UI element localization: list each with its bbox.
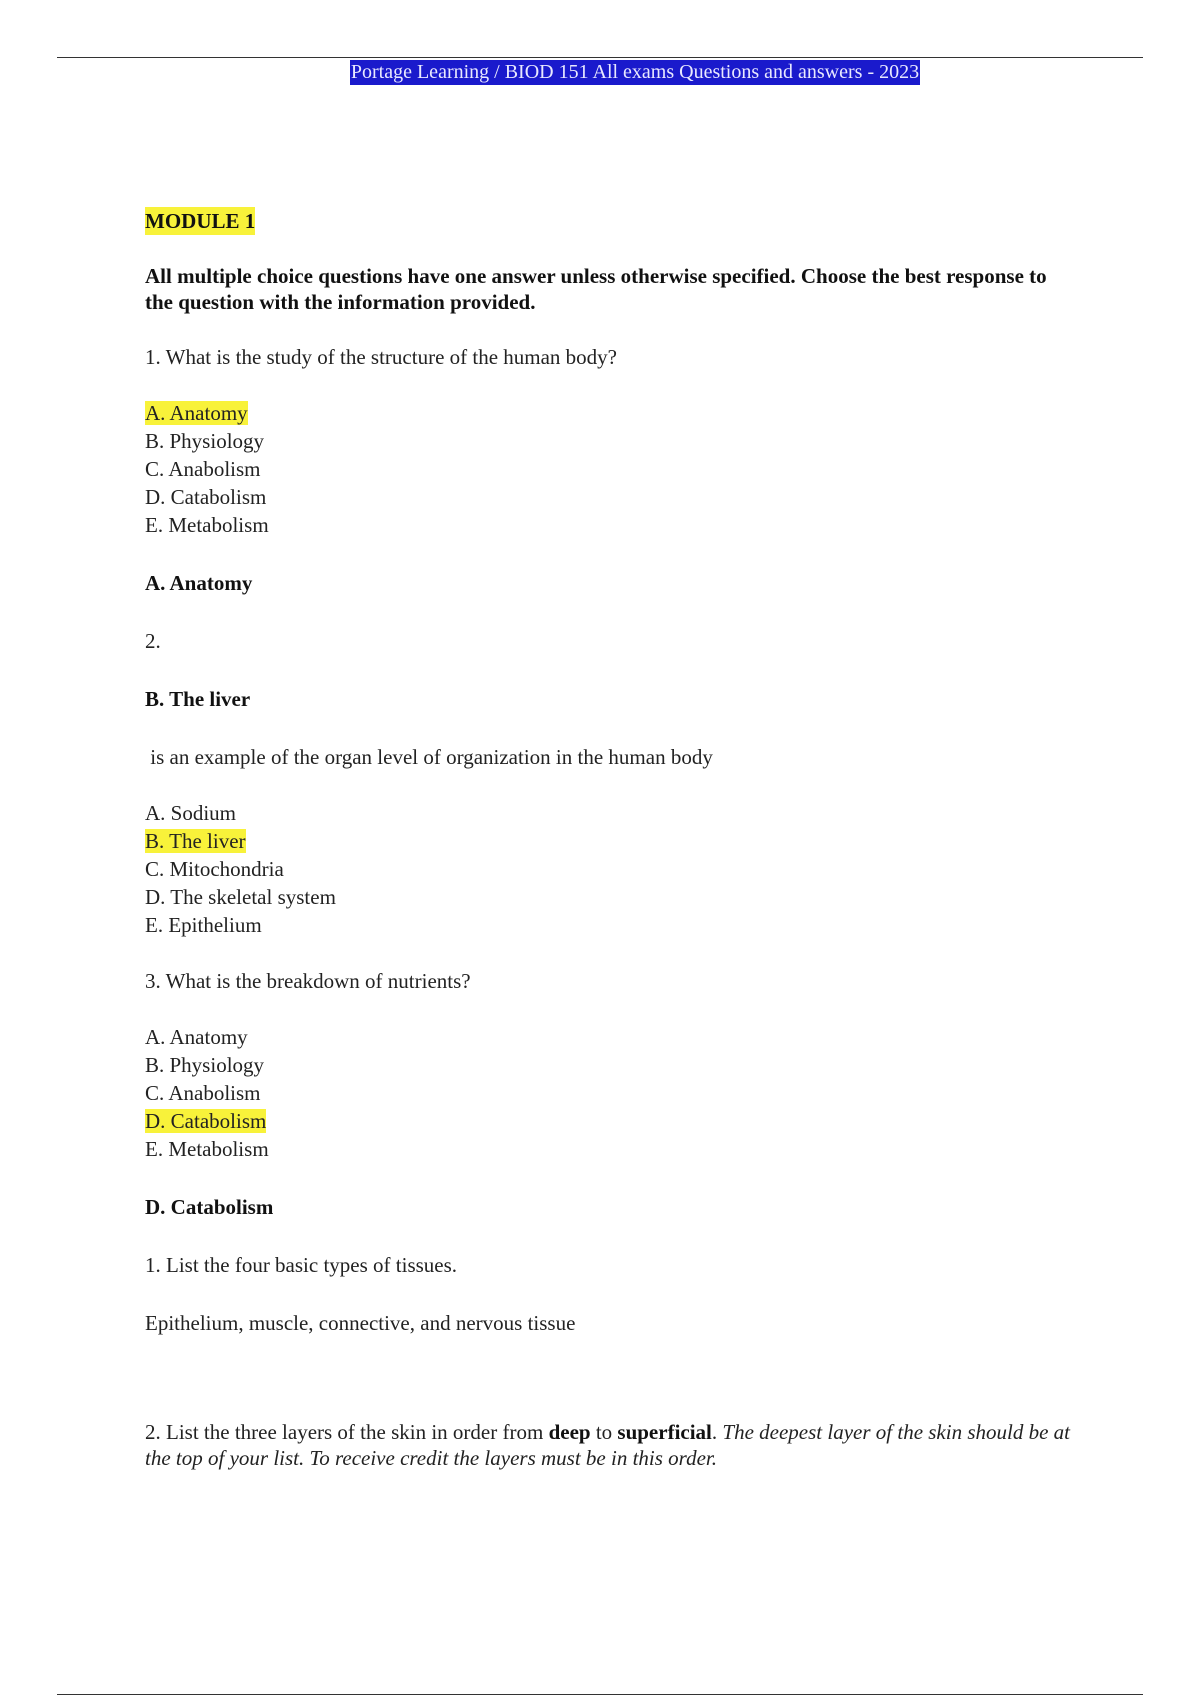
question-2-answer-lead: B. The liver <box>145 687 251 711</box>
option-3a: A. Anatomy <box>145 1025 248 1049</box>
question-2-prompt: is an example of the organ level of organization in the human body <box>145 745 713 769</box>
short-answer-2-superficial: superficial <box>617 1420 712 1444</box>
question-2-options <box>145 799 1075 939</box>
option-1d: D. Catabolism <box>145 485 267 509</box>
page-header <box>0 60 1200 85</box>
option-1a: A. Anatomy <box>145 401 248 425</box>
short-answer-2-instruction: The deepest layer of the skin should be at the top of your list. To receive credit the layers must be in this order. <box>145 1420 1071 1470</box>
document-body <box>145 207 1075 1471</box>
option-2e: E. Epithelium <box>145 913 262 937</box>
module-title: MODULE 1 <box>145 209 256 233</box>
question-1-answer: A. Anatomy <box>145 571 253 595</box>
option-3d: D. Catabolism <box>145 1109 267 1133</box>
question-2-number: 2. <box>145 629 161 653</box>
option-1e: E. Metabolism <box>145 513 269 537</box>
bottom-rule <box>57 1694 1143 1695</box>
question-1-prompt: 1. What is the study of the structure of the human body? <box>145 345 618 369</box>
option-1c: C. Anabolism <box>145 457 261 481</box>
option-2b: B. The liver <box>145 829 246 853</box>
option-2c: C. Mitochondria <box>145 857 284 881</box>
short-answer-2-dot: . <box>711 1420 723 1444</box>
instructions: All multiple choice questions have one answer unless otherwise specified. Choose the best response to the question with the information provided. <box>145 264 1047 314</box>
header-title[interactable]: Portage Learning / BIOD 151 All exams Questions and answers - 2023 <box>350 61 920 83</box>
option-2d: D. The skeletal system <box>145 885 336 909</box>
option-3e: E. Metabolism <box>145 1137 269 1161</box>
option-2a: A. Sodium <box>145 801 237 825</box>
question-3-options <box>145 1023 1075 1163</box>
question-1-options <box>145 399 1075 539</box>
question-3-prompt: 3. What is the breakdown of nutrients? <box>145 969 471 993</box>
top-rule <box>57 57 1143 58</box>
short-answer-2-deep: deep <box>548 1420 591 1444</box>
short-answer-2-text-start: 2. List the three layers of the skin in order from <box>145 1420 549 1444</box>
option-3b: B. Physiology <box>145 1053 265 1077</box>
short-answer-2-text-mid: to <box>590 1420 618 1444</box>
option-3c: C. Anabolism <box>145 1081 261 1105</box>
option-1b: B. Physiology <box>145 429 265 453</box>
question-3-answer: D. Catabolism <box>145 1195 274 1219</box>
short-answer-1-prompt: 1. List the four basic types of tissues. <box>145 1253 458 1277</box>
short-answer-2-prompt <box>145 1419 1075 1471</box>
short-answer-1-answer: Epithelium, muscle, connective, and nervous tissue <box>145 1311 576 1335</box>
